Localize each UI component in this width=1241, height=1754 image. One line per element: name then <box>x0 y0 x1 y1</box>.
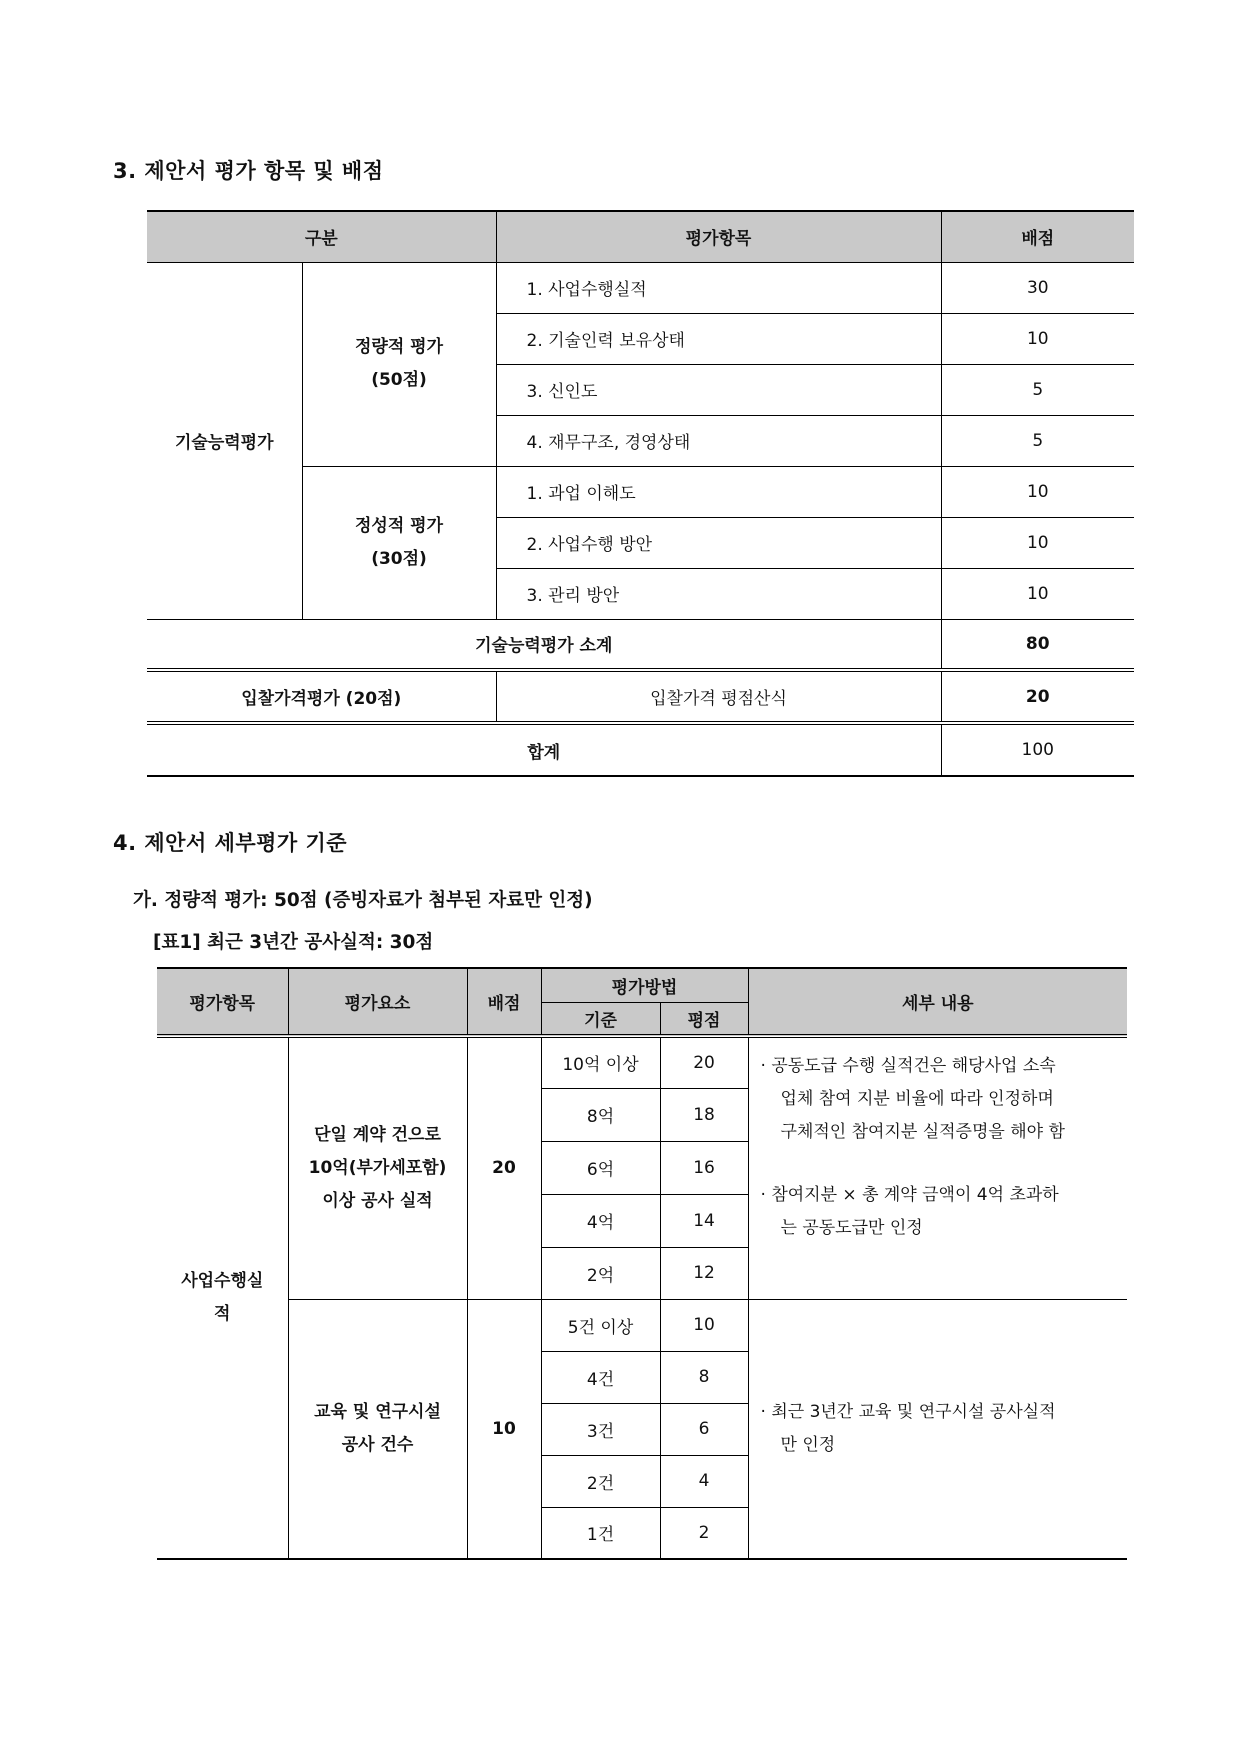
subtotal-label: 기술능력평가 소계 <box>147 619 941 670</box>
item-label: 4. 재무구조, 경영상태 <box>496 415 941 466</box>
item-cell <box>157 1036 288 1559</box>
rating-cell: 8 <box>660 1351 748 1403</box>
total-score: 100 <box>941 723 1134 776</box>
item-label: 1. 사업수행실적 <box>496 262 941 313</box>
item-label-line: 사업수행실 <box>181 1271 264 1291</box>
price-score: 20 <box>941 670 1134 723</box>
element-cell <box>288 1299 467 1559</box>
detail-notes <box>748 1299 1127 1559</box>
note-line: 만 인정 <box>780 1434 836 1455</box>
price-label: 입찰가격평가 (20점) <box>147 670 496 723</box>
quant-group <box>302 262 496 466</box>
element-line: 10억(부가세포함) <box>308 1157 447 1178</box>
item-score: 10 <box>941 466 1134 517</box>
total-row <box>147 723 1134 776</box>
rating-cell: 10 <box>660 1299 748 1351</box>
section-3-title: 3. 제안서 평가 항목 및 배점 <box>113 159 384 183</box>
item-label: 3. 관리 방안 <box>496 568 941 619</box>
price-row <box>147 670 1134 723</box>
subtotal-score: 80 <box>941 619 1134 670</box>
note-line: 업체 참여 지분 비율에 따라 인정하며 <box>780 1089 1054 1109</box>
total-label: 합계 <box>147 723 941 776</box>
rating-cell: 16 <box>660 1141 748 1194</box>
note-line: · 공동도급 수행 실적건은 해당사업 소속 <box>760 1056 1056 1076</box>
section-4-title: 4. 제안서 세부평가 기준 <box>113 831 348 855</box>
price-item: 입찰가격 평점산식 <box>496 670 941 723</box>
criterion-cell: 3건 <box>541 1403 660 1455</box>
category-tech: 기술능력평가 <box>147 262 302 619</box>
criterion-cell: 2억 <box>541 1247 660 1299</box>
element-line: 단일 계약 건으로 <box>314 1124 441 1145</box>
note-line: · 참여지분 × 총 계약 금액이 4억 초과하 <box>760 1185 1059 1205</box>
criterion-cell: 1건 <box>541 1507 660 1559</box>
item-score: 5 <box>941 364 1134 415</box>
header-item: 평가항목 <box>496 211 941 262</box>
header-detail: 세부 내용 <box>748 968 1127 1036</box>
rating-cell: 20 <box>660 1036 748 1088</box>
header-criterion: 기준 <box>541 1002 660 1036</box>
rating-cell: 12 <box>660 1247 748 1299</box>
section-4-subtitle: 가. 정량적 평가: 50점 (증빙자료가 첨부된 자료만 인정) <box>133 890 593 911</box>
evaluation-items-table <box>147 210 1134 777</box>
criterion-cell: 4건 <box>541 1351 660 1403</box>
table-row <box>147 262 1134 313</box>
item-label: 2. 사업수행 방안 <box>496 517 941 568</box>
rating-cell: 2 <box>660 1507 748 1559</box>
table-caption: [표1] 최근 3년간 공사실적: 30점 <box>153 932 434 953</box>
element-cell <box>288 1036 467 1299</box>
qual-points: (30점) <box>371 548 427 569</box>
note-line: 는 공동도급만 인정 <box>780 1218 923 1238</box>
criterion-cell: 6억 <box>541 1141 660 1194</box>
quant-points: (50점) <box>371 370 427 390</box>
quant-name: 정량적 평가 <box>354 337 444 357</box>
subtotal-row <box>147 619 1134 670</box>
table-header-row <box>147 211 1134 262</box>
item-score: 10 <box>941 517 1134 568</box>
qual-group <box>302 466 496 619</box>
element-line: 공사 건수 <box>341 1434 414 1455</box>
element-line: 이상 공사 실적 <box>322 1190 433 1211</box>
table-row <box>157 1036 1127 1088</box>
element-line: 교육 및 연구시설 <box>314 1401 441 1422</box>
item-label: 3. 신인도 <box>496 364 941 415</box>
criterion-cell: 4억 <box>541 1194 660 1247</box>
header-score: 배점 <box>467 968 541 1036</box>
element-score: 10 <box>467 1299 541 1559</box>
header-item: 평가항목 <box>157 968 288 1036</box>
item-score: 5 <box>941 415 1134 466</box>
qual-name: 정성적 평가 <box>354 515 444 536</box>
rating-cell: 4 <box>660 1455 748 1507</box>
item-score: 10 <box>941 313 1134 364</box>
detail-criteria-table <box>157 967 1127 1560</box>
header-element: 평가요소 <box>288 968 467 1036</box>
rating-cell: 6 <box>660 1403 748 1455</box>
item-score: 30 <box>941 262 1134 313</box>
header-score: 배점 <box>941 211 1134 262</box>
header-category: 구분 <box>147 211 496 262</box>
rating-cell: 14 <box>660 1194 748 1247</box>
criterion-cell: 2건 <box>541 1455 660 1507</box>
note-line: · 최근 3년간 교육 및 연구시설 공사실적 <box>760 1401 1056 1422</box>
criterion-cell: 5건 이상 <box>541 1299 660 1351</box>
item-label: 1. 과업 이해도 <box>496 466 941 517</box>
element-score: 20 <box>467 1036 541 1299</box>
item-score: 10 <box>941 568 1134 619</box>
header-method: 평가방법 <box>541 968 748 1002</box>
note-line: 구체적인 참여지분 실적증명을 해야 함 <box>780 1122 1065 1142</box>
detail-notes <box>748 1036 1127 1299</box>
table-row <box>157 1299 1127 1351</box>
criterion-cell: 8억 <box>541 1088 660 1141</box>
table-header-row <box>157 968 1127 1002</box>
rating-cell: 18 <box>660 1088 748 1141</box>
criterion-cell: 10억 이상 <box>541 1036 660 1088</box>
item-label-line: 적 <box>214 1304 231 1324</box>
header-rating: 평점 <box>660 1002 748 1036</box>
item-label: 2. 기술인력 보유상태 <box>496 313 941 364</box>
